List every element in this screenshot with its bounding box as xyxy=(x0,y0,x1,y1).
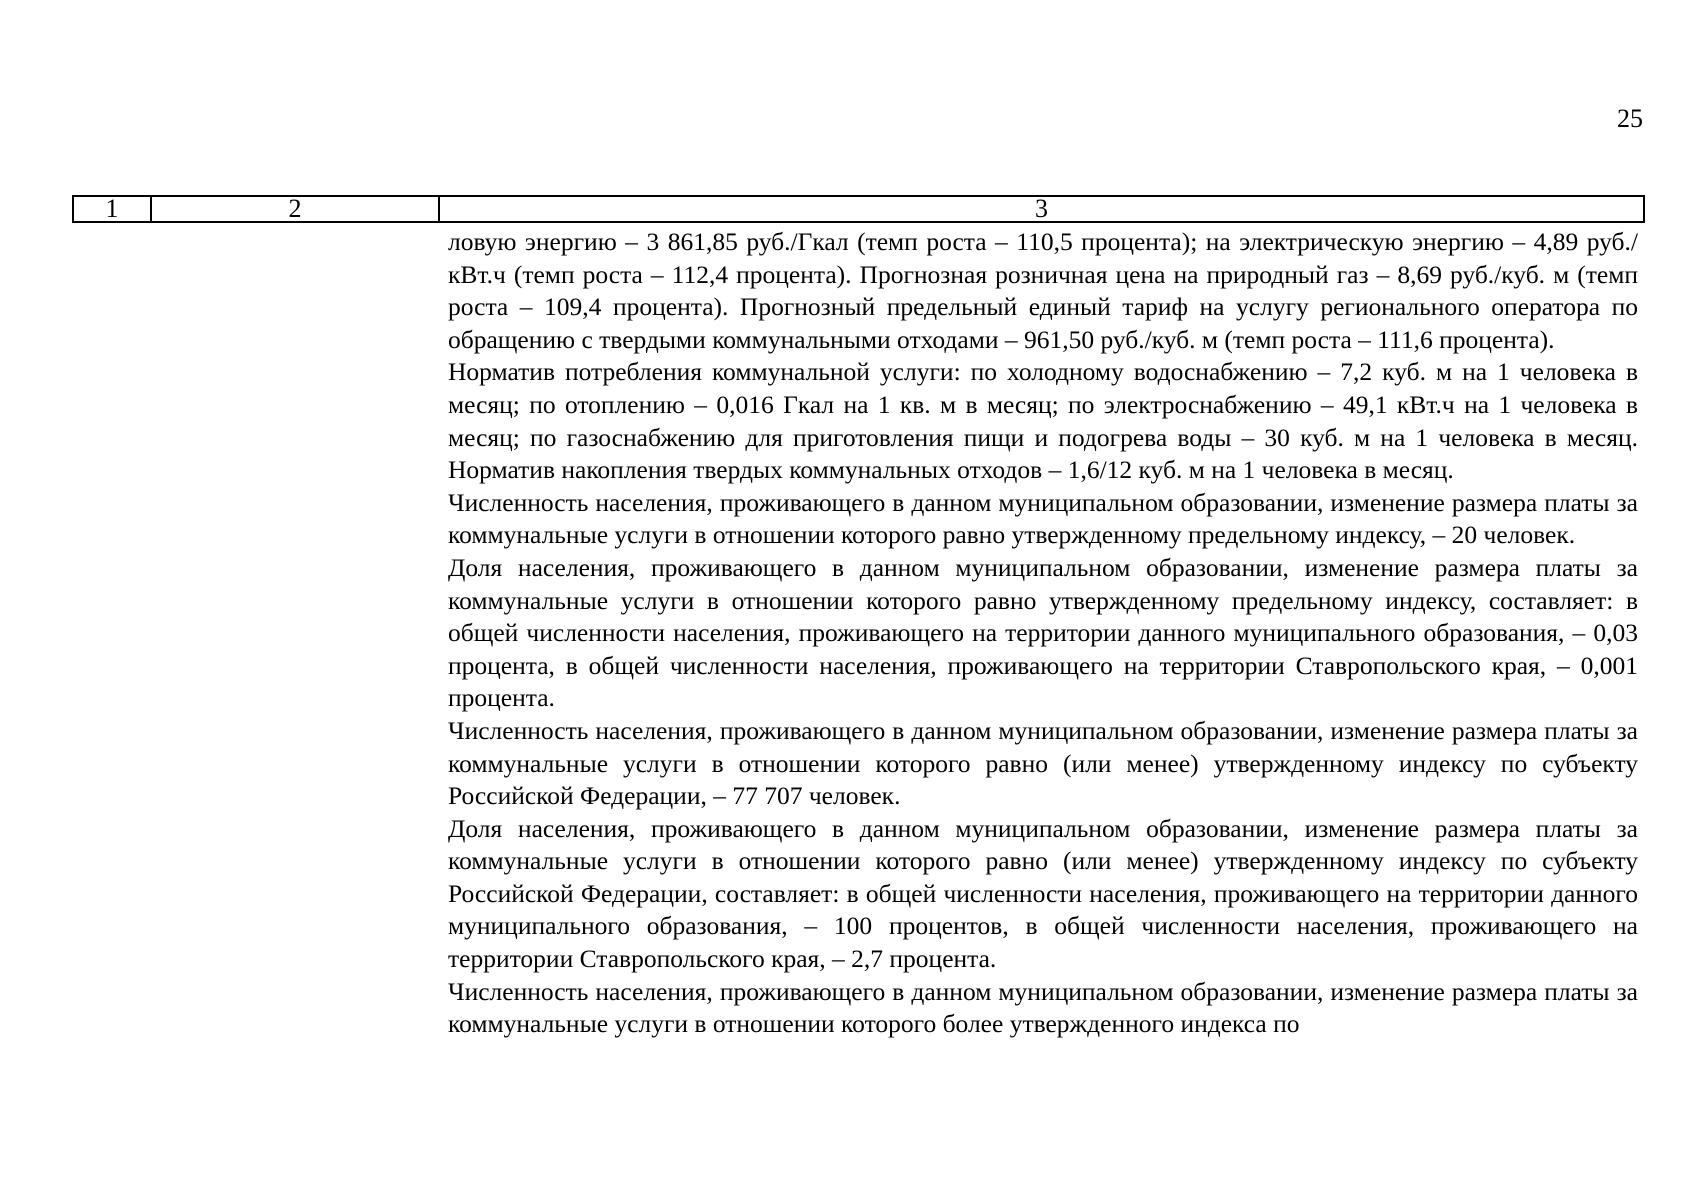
paragraph-share-equal-limit: Доля населения, проживающего в данном муниципальном образовании, изменение размера платы за коммунальные услуги в отношении которого равно утвержденному предельному индексу, составляет: в общей численности населения, проживающего на территории данного муниципального образования, – 0,03 процента, в общей численности населения, проживающего на территории Ставропольского края, – 0,001 процента. xyxy=(448,552,1638,713)
column-number-2: 2 xyxy=(151,196,439,222)
table-header-row xyxy=(73,196,1644,222)
paragraph-consumption-norms: Норматив потребления коммунальной услуги: по холодному водоснабжению – 7,2 куб. м на 1 человека в месяц; по отоплению – 0,016 Гкал на 1 кв. м в месяц; по электроснабжению – 49,1 кВт.ч на 1 человека в месяц; по газоснабжению для приготовления пищи и подогрева воды – 30 куб. м на 1 человека в месяц. Норматив накопления твердых коммунальных отходов – 1,6/12 куб. м на 1 человека в месяц. xyxy=(448,357,1638,485)
page-number: 25 xyxy=(1617,104,1643,133)
column-number-1: 1 xyxy=(73,196,151,222)
document-body xyxy=(448,226,1638,1041)
paragraph-share-equal-or-less-index: Доля населения, проживающего в данном муниципальном образовании, изменение размера платы за коммунальные услуги в отношении которого равно (или менее) утвержденному индексу по субъекту Российской Федерации, составляет: в общей численности населения, проживающего на территории данного муниципального образования, – 100 процентов, в общей численности населения, проживающего на территории Ставропольского края, – 2,7 процента. xyxy=(448,813,1638,974)
paragraph-population-above-index: Численность населения, проживающего в данном муниципальном образовании, изменение размера платы за коммунальные услуги в отношении которого более утвержденного индекса по xyxy=(448,976,1638,1039)
column-number-3: 3 xyxy=(439,196,1644,222)
paragraph-population-equal-limit: Численность населения, проживающего в данном муниципальном образовании, изменение размера платы за коммунальные услуги в отношении которого равно утвержденному предельному индексу, – 20 человек. xyxy=(448,487,1638,550)
paragraph-population-equal-or-less-index: Численность населения, проживающего в данном муниципальном образовании, изменение размера платы за коммунальные услуги в отношении которого равно (или менее) утвержденному индексу по субъекту Российской Федерации, – 77 707 человек. xyxy=(448,715,1638,811)
table-header xyxy=(72,195,1645,223)
paragraph-tariffs: ловую энергию – 3 861,85 руб./Гкал (темп роста – 110,5 процента); на электрическую энергию – 4,89 руб./кВт.ч (темп роста – 112,4 процента). Прогнозная розничная цена на природный газ – 8,69 руб./куб. м (темп роста – 109,4 процента). Прогнозный предельный единый тариф на услугу регионального оператора по обращению с твердыми коммунальными отходами – 961,50 руб./куб. м (темп роста – 111,6 процента). xyxy=(448,227,1638,354)
